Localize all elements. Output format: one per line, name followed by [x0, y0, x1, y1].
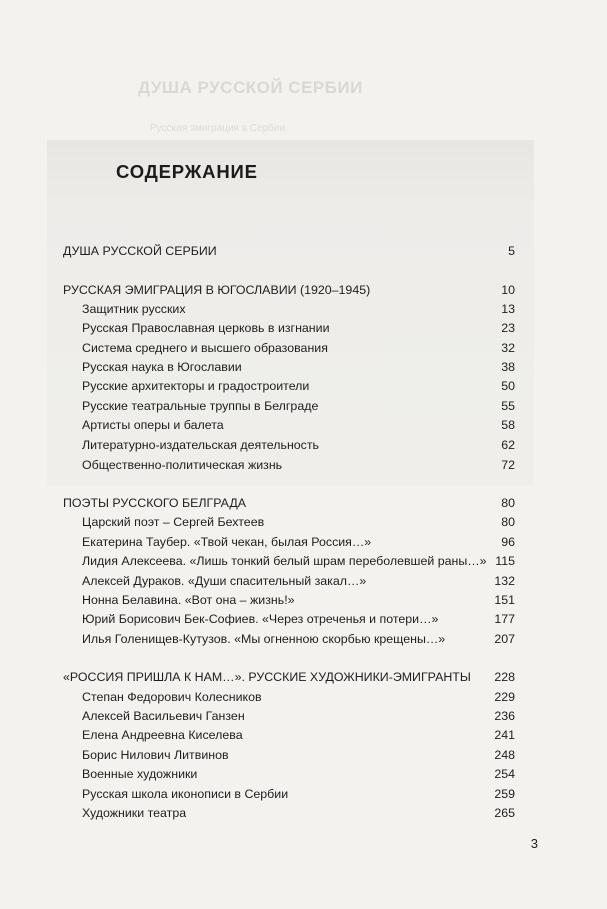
toc-entry — [0, 707, 607, 725]
toc-entry-page: 32 — [501, 341, 515, 355]
toc-entry-title: Система среднего и высшего образования — [82, 341, 328, 355]
toc-entry-title: Елена Андреевна Киселева — [82, 728, 243, 742]
toc-entry — [0, 572, 607, 590]
toc-entry-page: 5 — [508, 244, 515, 258]
toc-section-entry — [0, 494, 607, 512]
toc-entry — [0, 610, 607, 628]
page-number: 3 — [530, 836, 538, 851]
toc-entry-page: 151 — [494, 593, 515, 607]
toc-entry — [0, 726, 607, 744]
toc-entry-page: 265 — [494, 806, 515, 820]
toc-entry — [0, 339, 607, 357]
toc-entry-page: 229 — [494, 690, 515, 704]
toc-entry-page: 62 — [501, 438, 515, 452]
toc-entry-title: Художники театра — [82, 806, 187, 820]
toc-entry-title: Русские театральные труппы в Белграде — [82, 399, 319, 413]
toc-entry — [0, 300, 607, 318]
bleed-through-title: ДУША РУССКОЙ СЕРБИИ — [138, 78, 363, 97]
toc-entry-title: ПОЭТЫ РУССКОГО БЕЛГРАДА — [63, 496, 247, 510]
toc-entry — [0, 765, 607, 783]
toc-entry-title: Алексей Дураков. «Души спасительный закал…» — [82, 574, 367, 588]
toc-entry — [0, 804, 607, 822]
toc-entry — [0, 456, 607, 474]
toc-section-entry — [0, 242, 607, 260]
toc-heading: СОДЕРЖАНИЕ — [116, 161, 258, 182]
toc-entry-title: Илья Голенищев-Кутузов. «Мы огненною скорбью крещены…» — [82, 632, 446, 646]
toc-entry-title: Общественно-политическая жизнь — [82, 458, 283, 472]
toc-entry — [0, 397, 607, 415]
toc-entry — [0, 436, 607, 454]
toc-entry — [0, 630, 607, 648]
toc-entry-page: 259 — [494, 787, 515, 801]
toc-entry-page: 241 — [494, 728, 515, 742]
toc-entry — [0, 533, 607, 551]
toc-entry-title: Русская наука в Югославии — [82, 360, 242, 374]
toc-entry-page: 248 — [494, 748, 515, 762]
toc-entry-title: Екатерина Таубер. «Твой чекан, былая Россия…» — [82, 535, 372, 549]
toc-entry-page: 96 — [501, 535, 515, 549]
toc-section-entry — [0, 668, 607, 686]
toc-entry-page: 207 — [494, 632, 515, 646]
toc-entry-title: РУССКАЯ ЭМИГРАЦИЯ В ЮГОСЛАВИИ (1920–1945) — [63, 283, 371, 297]
toc-entry-page: 177 — [494, 612, 515, 626]
toc-entry — [0, 358, 607, 376]
toc-entry-page: 10 — [501, 283, 515, 297]
toc-entry-page: 38 — [501, 360, 515, 374]
toc-entry-title: Алексей Васильевич Ганзен — [82, 709, 245, 723]
toc-entry-title: «РОССИЯ ПРИШЛА К НАМ…». РУССКИЕ ХУДОЖНИКИ-ЭМИГРАНТЫ — [63, 670, 471, 684]
toc-entry-page: 50 — [501, 379, 515, 393]
toc-entry-title: Военные художники — [82, 767, 198, 781]
toc-entry — [0, 688, 607, 706]
toc-entry-page: 236 — [494, 709, 515, 723]
toc-entry — [0, 513, 607, 531]
toc-entry — [0, 552, 607, 570]
toc-entry-title: ДУША РУССКОЙ СЕРБИИ — [63, 244, 217, 258]
toc-entry-page: 80 — [501, 515, 515, 529]
toc-entry-page: 23 — [501, 321, 515, 335]
toc-entry — [0, 746, 607, 764]
toc-entry — [0, 591, 607, 609]
toc-entry-title: Лидия Алексеева. «Лишь тонкий белый шрам переболевшей раны…» — [82, 554, 487, 568]
toc-entry — [0, 785, 607, 803]
toc-entry-title: Нонна Белавина. «Вот она – жизнь!» — [82, 593, 295, 607]
toc-entry-title: Степан Федорович Колесников — [82, 690, 262, 704]
toc-entry-title: Русская школа иконописи в Сербии — [82, 787, 289, 801]
toc-entry-title: Русские архитекторы и градостроители — [82, 379, 310, 393]
toc-entry-page: 13 — [501, 302, 515, 316]
toc-entry-title: Литературно-издательская деятельность — [82, 438, 320, 452]
toc-entry-page: 254 — [494, 767, 515, 781]
toc-entry — [0, 416, 607, 434]
toc-entry-title: Царский поэт – Сергей Бехтеев — [82, 515, 265, 529]
toc-section-entry — [0, 281, 607, 299]
toc-entry-page: 132 — [494, 574, 515, 588]
toc-entry-page: 115 — [495, 554, 515, 568]
toc-entry-title: Борис Нилович Литвинов — [82, 748, 229, 762]
toc-entry-page: 80 — [501, 496, 515, 510]
toc-entry-title: Юрий Борисович Бек-Софиев. «Через отреченья и потери…» — [82, 612, 439, 626]
bleed-through-subtitle: Русская эмиграция в Сербии — [150, 123, 286, 134]
toc-entry — [0, 377, 607, 395]
toc-entry — [0, 319, 607, 337]
toc-entry-title: Русская Православная церковь в изгнании — [82, 321, 330, 335]
toc-entry-title: Артисты оперы и балета — [82, 418, 224, 432]
toc-entry-page: 228 — [494, 670, 515, 684]
toc-entry-page: 55 — [501, 399, 515, 413]
toc-entry-title: Защитник русских — [82, 302, 186, 316]
toc-entry-page: 72 — [501, 458, 515, 472]
toc-entry-page: 58 — [501, 418, 515, 432]
